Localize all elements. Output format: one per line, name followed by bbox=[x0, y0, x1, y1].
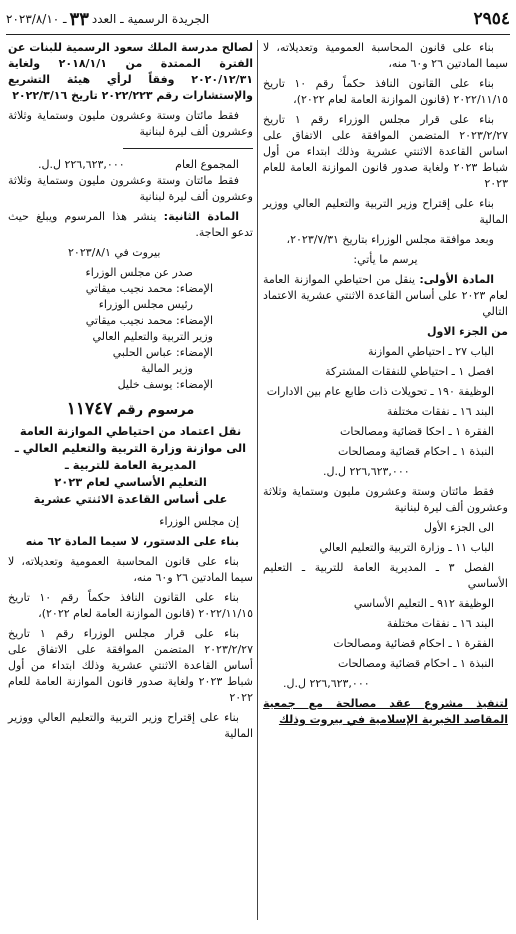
amount-1: ٢٢٦,٦٢٣,٠٠٠ ل.ل. bbox=[323, 465, 410, 478]
constitution-line: بناء على الدستور، لا سيما المادة ٦٢ منه bbox=[25, 535, 239, 548]
column-divider bbox=[257, 40, 258, 920]
purpose-continuation: لصالح مدرسة الملك سعود الرسمية للبنات عن الفترة الممتدة من ٢٠١٨/١/١ ولغاية ٢٠٢٠/١٢/٣١ وفقاً لرأي هيئة التشريع والإستشارات رقم ٢٠٢٢/٢٢٣ تاريخ ٢٠٢٢/٣/١٦ bbox=[8, 41, 253, 102]
from-section-title: من الجزء الاول bbox=[426, 325, 508, 338]
from-line: افصل ١ ـ احتياطي للنفقات المشتركة bbox=[325, 365, 494, 378]
issue-number: ٣٣ bbox=[69, 8, 89, 30]
amount-2: ٢٢٦,٦٢٣,٠٠٠ ل.ل. bbox=[283, 677, 370, 690]
grand-total-words: فقط مائتان وستة وعشرون مليون وستماية وثلاثة وعشرون ألف ليرة لبنانية bbox=[8, 174, 253, 203]
signature-line: الإمضاء: يوسف خليل bbox=[117, 378, 213, 391]
issue-date: ـ ٢٠٢٣/٨/١٠ bbox=[6, 12, 67, 26]
grand-total-value: ٢٢٦,٦٢٣,٠٠٠ ل.ل. bbox=[38, 158, 125, 171]
to-line: الفقرة ١ ـ احكام قضائية ومصالحات bbox=[333, 637, 494, 650]
from-line: الباب ٢٧ ـ احتياطي الموازنة bbox=[367, 345, 494, 358]
signature-line: وزير المالية bbox=[141, 362, 193, 375]
amount-words: فقط مائتان وستة وعشرون مليون وستماية وثلاثة وعشرون ألف ليرة لبنانية bbox=[8, 109, 253, 138]
right-column bbox=[263, 40, 508, 732]
decree-heading bbox=[8, 401, 253, 419]
decree-title: التعليم الأساسي لعام ٢٠٢٣ bbox=[54, 475, 207, 489]
decrees-line: يرسم ما يأتي: bbox=[353, 253, 418, 266]
decree-number: ١١٧٤٧ bbox=[66, 399, 113, 419]
preamble-line: بناء على إقتراح وزير التربية والتعليم العالي ووزير المالية bbox=[8, 711, 253, 740]
preamble-line: بناء على القانون النافذ حكماً رقم ١٠ تاريخ ٢٠٢٢/١١/١٥ (قانون الموازنة العامة لعام ٢٠٢٢)، bbox=[263, 77, 508, 106]
signature-line: رئيس مجلس الوزراء bbox=[98, 298, 193, 311]
page-header bbox=[6, 6, 510, 35]
gazette-title bbox=[6, 9, 209, 30]
preamble-line: بناء على قرار مجلس الوزراء رقم ١ تاريخ ٢٠٢٣/٢/٢٧ المتضمن الموافقة على الاتفاق على اساس القاعدة الاثنتي عشرية وذلك ابتداء من أول شباط ٢٠٢٣ ولغاية صدور قانون الموازنة العامة للعام ٢٠٢٣ bbox=[263, 113, 509, 190]
left-column bbox=[8, 40, 253, 746]
gazette-name: الجريدة الرسمية ـ العدد bbox=[91, 12, 210, 26]
decree-title: المديرية العامة للتربية ـ bbox=[64, 458, 197, 472]
divider-line bbox=[123, 148, 253, 149]
council-line: إن مجلس الوزراء bbox=[159, 515, 239, 528]
article-1-label: المادة الأولى: bbox=[419, 273, 494, 286]
article-2 bbox=[8, 209, 253, 241]
amount-1-words: فقط مائتان وستة وعشرون مليون وستماية وثلاثة وعشرون ألف ليرة لبنانية bbox=[263, 485, 508, 514]
preamble-line: وبعد موافقة مجلس الوزراء بتاريخ ٢٠٢٣/٧/٣١، bbox=[286, 233, 494, 246]
from-line: البند ١٦ ـ نفقات مختلفة bbox=[386, 405, 494, 418]
from-line: الفقرة ١ ـ احكا قضائية ومصالحات bbox=[340, 425, 494, 438]
signature-line: الإمضاء: محمد نجيب ميقاتي bbox=[85, 282, 213, 295]
decree-title: على أساس القاعدة الاثنتي عشرية bbox=[33, 492, 228, 506]
signature-line: الإمضاء: عباس الحلبي bbox=[112, 346, 213, 359]
preamble-line: بناء على إقتراح وزير التربية والتعليم العالي ووزير المالية bbox=[263, 197, 508, 226]
from-line: النبذة ١ ـ احكام قضائية ومصالحات bbox=[338, 445, 494, 458]
decree-title: الى موازنة وزارة التربية والتعليم العالي ـ bbox=[14, 441, 247, 455]
to-line: البند ١٦ ـ نفقات مختلفة bbox=[386, 617, 494, 630]
preamble-line: بناء على قانون المحاسبة العمومية وتعديلاته، لا سيما المادتين ٢٦ و٦٠ منه، bbox=[8, 555, 253, 584]
preamble-line: بناء على قرار مجلس الوزراء رقم ١ تاريخ ٢٠٢٣/٢/٢٧ المتضمن الموافقة على الاتفاق على أساس القاعدة الاثنتي عشرية وذلك ابتداء من أول شباط ٢٠٢٣ ولغاية صدور قانون الموازنة العامة للعام ٢٠٢٢ bbox=[8, 627, 254, 704]
article-1 bbox=[263, 272, 508, 320]
grand-total-label: المجموع العام bbox=[175, 158, 239, 171]
decree-label: مرسوم رقم bbox=[116, 403, 195, 418]
to-line: الوظيفة ٩١٢ ـ التعليم الأساسي bbox=[353, 597, 494, 610]
page-number: ٢٩٥٤ bbox=[473, 9, 510, 29]
place-date: بيروت في ٢٠٢٣/٨/١ bbox=[68, 246, 161, 259]
article-2-label: المادة الثانية: bbox=[163, 210, 239, 223]
grand-total-row bbox=[8, 157, 253, 173]
to-line: النبذة ١ ـ احكام قضائية ومصالحات bbox=[338, 657, 494, 670]
preamble-line: بناء على قانون المحاسبة العمومية وتعديلاته، لا سيما المادتين ٢٦ و٦٠ منه، bbox=[263, 41, 508, 70]
signature-line: الإمضاء: محمد نجيب ميقاتي bbox=[85, 314, 213, 327]
to-line: الباب ١١ ـ وزارة التربية والتعليم العالي bbox=[319, 541, 494, 554]
to-line: الفصل ٣ ـ المديرية العامة للتربية ـ التعليم الأساسي bbox=[263, 561, 508, 590]
signature-block bbox=[8, 265, 253, 393]
closing-purpose: لتنفيذ مشروع عقد مصالحة مع جمعية المقاصد الخيرية الإسلامية في بيروت وذلك bbox=[263, 697, 508, 726]
decree-title: نقل اعتماد من احتياطي الموازنة العامة bbox=[19, 424, 242, 438]
to-section-title: الى الجزء الأول bbox=[424, 521, 494, 534]
signature-line: صدر عن مجلس الوزراء bbox=[85, 266, 193, 279]
signature-line: وزير التربية والتعليم العالي bbox=[92, 330, 213, 343]
preamble-line: بناء على القانون النافذ حكماً رقم ١٠ تاريخ ٢٠٢٢/١١/١٥ (قانون الموازنة العامة لعام ٢٠٢٢)، bbox=[8, 591, 253, 620]
article-1-text: ينقل من احتياطي الموازنة العامة لعام ٢٠٢٣ على أساس القاعدة الاثنتي عشرية الاعتماد التالي bbox=[263, 273, 508, 318]
article-2-text: ينشر هذا المرسوم ويبلغ حيث تدعو الحاجة. bbox=[8, 210, 253, 239]
from-line: الوظيفة ١٩٠ ـ تحويلات ذات طابع عام بين الادارات bbox=[266, 385, 494, 398]
